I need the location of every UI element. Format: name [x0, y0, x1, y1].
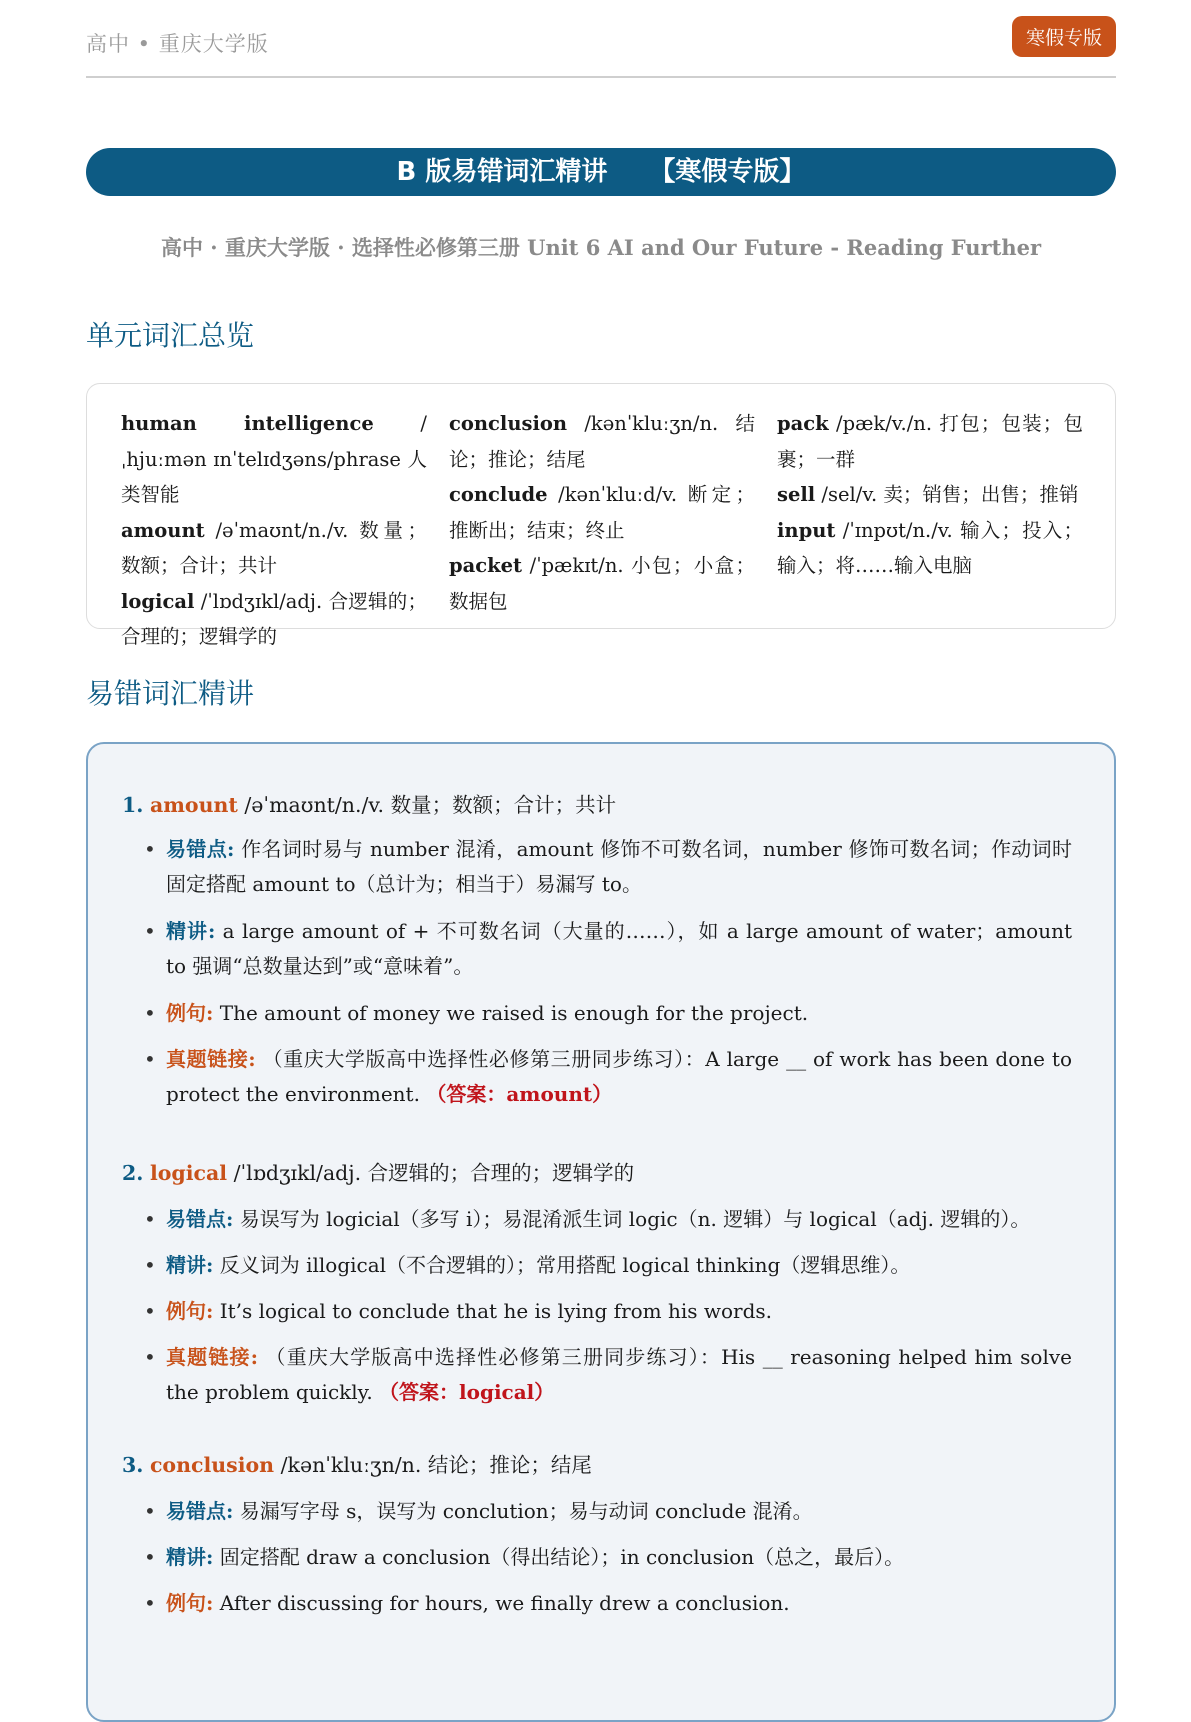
section-title-detail: 易错词汇精讲 — [86, 677, 255, 710]
bullet-icon: • — [144, 1047, 156, 1071]
bullet-icon: • — [144, 1545, 156, 1569]
bullet-icon: • — [144, 919, 156, 943]
page-subtitle: 高中 · 重庆大学版 · 选择性必修第三册 Unit 6 AI and Our Future - Reading Further — [160, 235, 1042, 260]
entry-exam-link: • 真题链接: （重庆大学版高中选择性必修第三册同步练习）：A large __ of work has been done to protect the environment. （答案：amount） — [166, 1042, 1072, 1112]
vocab-column-2 — [449, 406, 755, 619]
vocab-item: conclude /kənˈkluːd/v. 断定；推断出；结束；终止 — [449, 483, 755, 542]
title-banner — [86, 148, 1116, 196]
answer-text: （答案：logical） — [379, 1380, 555, 1404]
banner-title: B 版易错词汇精讲 — [396, 157, 608, 187]
vocab-overview-box — [86, 383, 1116, 648]
bullet-icon: • — [144, 1253, 156, 1277]
vocab-item: input /ˈɪnpʊt/n./v. 输入；投入；输入；将……输入电脑 — [777, 518, 1083, 577]
edition-badge: 寒假专版 — [1012, 16, 1116, 57]
entry-heading: 1. amount /əˈmaʊnt/n./v. 数量；数额；合计；共计 — [122, 793, 617, 817]
bullet-icon: • — [144, 1345, 156, 1369]
section-title-overview: 单元词汇总览 — [86, 319, 255, 352]
entry-example: • 例句: The amount of money we raised is enough for the project. — [166, 996, 1072, 1031]
entry-mistake: • 易错点: 易误写为 logicial（多写 i）；易混淆派生词 logic（n. 逻辑）与 logical（adj. 逻辑的）。 — [166, 1202, 1072, 1237]
entry-example: • 例句: After discussing for hours, we finally drew a conclusion. — [166, 1586, 1072, 1621]
entry-mistake: • 易错点: 易漏写字母 s，误写为 conclution；易与动词 conclude 混淆。 — [166, 1494, 1072, 1529]
page-header — [86, 22, 1116, 78]
bullet-icon: • — [144, 1207, 156, 1231]
entry-heading: 2. logical /ˈlɒdʒɪkl/adj. 合逻辑的；合理的；逻辑学的 — [122, 1161, 635, 1185]
entry-mistake: • 易错点: 作名词时易与 number 混淆，amount 修饰不可数名词，number 修饰可数名词；作动词时固定搭配 amount to（总计为；相当于）易漏写 to。 — [166, 832, 1072, 902]
answer-text: （答案：amount） — [426, 1082, 613, 1106]
entry-heading: 3. conclusion /kənˈkluːʒn/n. 结论；推论；结尾 — [122, 1453, 592, 1477]
vocab-item: logical /ˈlɒdʒɪkl/adj. 合逻辑的；合理的；逻辑学的 — [121, 589, 427, 648]
vocab-column-1 — [121, 406, 427, 655]
bullet-icon: • — [144, 1001, 156, 1025]
vocab-item: amount /əˈmaʊnt/n./v. 数量；数额；合计；共计 — [121, 518, 427, 577]
vocab-item: pack /pæk/v./n. 打包；包装；包裹；一群 — [777, 412, 1083, 471]
header-source: 高中 • 重庆大学版 — [86, 32, 269, 56]
vocab-item: conclusion /kənˈkluːʒn/n. 结论；推论；结尾 — [449, 412, 755, 471]
entry-explain: • 精讲: 固定搭配 draw a conclusion（得出结论）；in conclusion（总之，最后）。 — [166, 1540, 1072, 1575]
bullet-icon: • — [144, 1299, 156, 1323]
bullet-icon: • — [144, 1591, 156, 1615]
vocab-column-3 — [777, 406, 1083, 584]
vocab-item: human intelligence /ˌhjuːmən ɪnˈtelɪdʒəns/phrase 人类智能 — [121, 412, 427, 506]
entry-exam-link: • 真题链接: （重庆大学版高中选择性必修第三册同步练习）：His __ reasoning helped him solve the problem quickly. （答案：logical） — [166, 1340, 1072, 1410]
vocab-detail-box — [86, 742, 1116, 1722]
entry-explain: • 精讲: a large amount of + 不可数名词（大量的……），如 a large amount of water；amount to 强调“总数量达到”或“意味着”。 — [166, 914, 1072, 984]
entry-explain: • 精讲: 反义词为 illogical（不合逻辑的）；常用搭配 logical thinking（逻辑思维）。 — [166, 1248, 1072, 1283]
bullet-icon: • — [144, 1499, 156, 1523]
bullet-icon: • — [144, 837, 156, 861]
vocab-item: sell /sel/v. 卖；销售；出售；推销 — [777, 483, 1079, 506]
entry-example: • 例句: It’s logical to conclude that he is lying from his words. — [166, 1294, 1072, 1329]
banner-edition: 【寒假专版】 — [649, 157, 806, 187]
vocab-item: packet /ˈpækɪt/n. 小包；小盒；数据包 — [449, 554, 755, 613]
